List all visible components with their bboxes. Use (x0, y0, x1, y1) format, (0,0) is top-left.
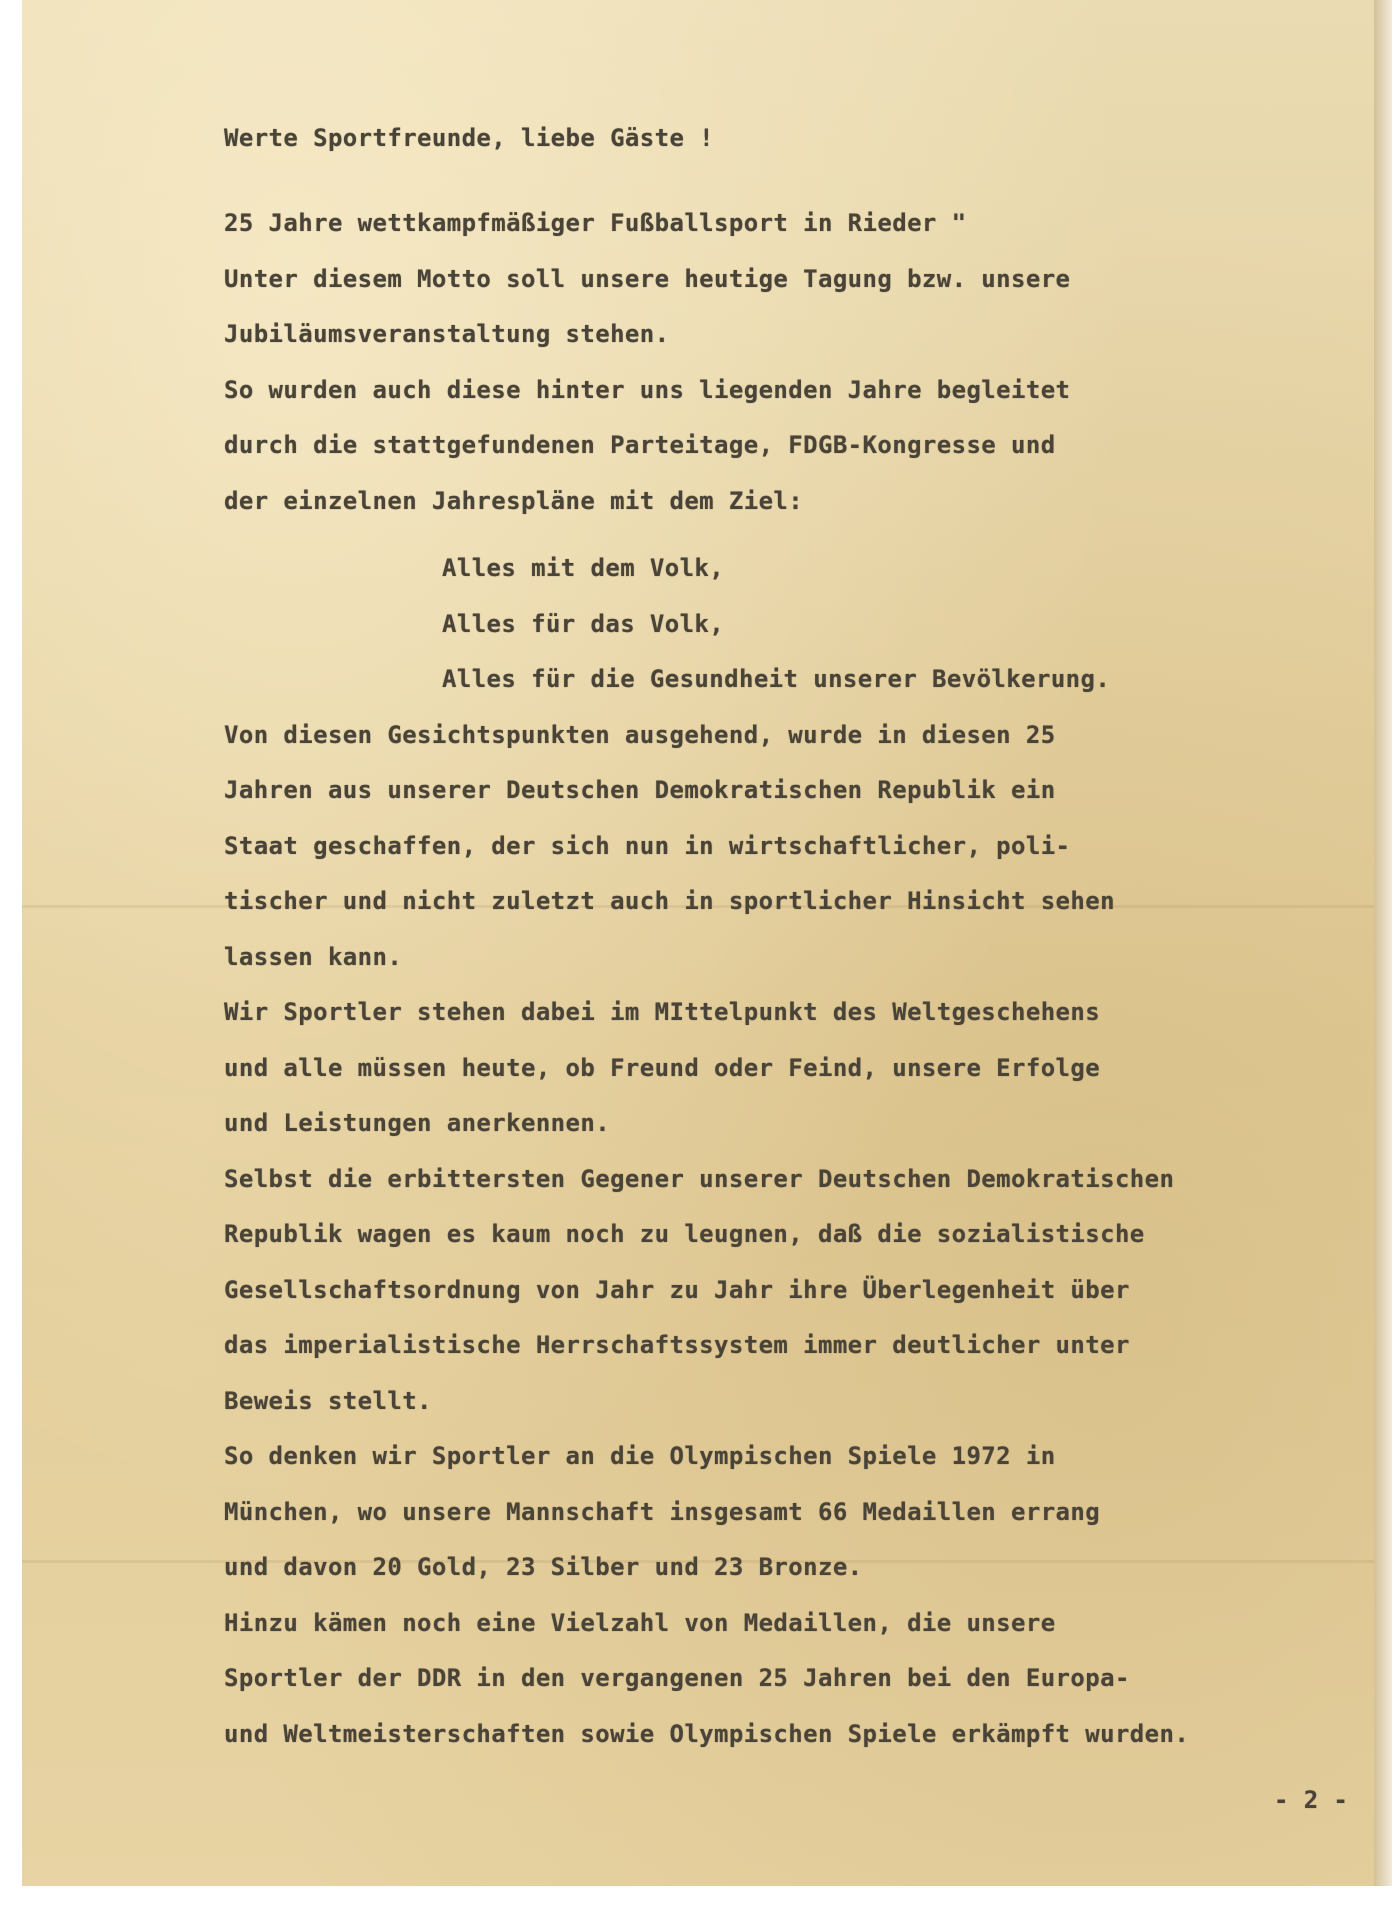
body-line: und Leistungen anerkennen. (224, 1109, 611, 1137)
body-line: tischer und nicht zuletzt auch in sportlicher Hinsicht sehen (224, 887, 1115, 915)
motto-line: Alles für die Gesundheit unserer Bevölkerung. (442, 665, 1111, 693)
motto-line: Alles für das Volk, (442, 610, 725, 638)
body-line: Staat geschaffen, der sich nun in wirtschaftlicher, poli- (224, 832, 1071, 860)
body-line: 25 Jahre wettkampfmäßiger Fußballsport in Rieder " (224, 209, 967, 237)
salutation: Werte Sportfreunde, liebe Gäste ! (224, 124, 715, 152)
body-line: durch die stattgefundenen Parteitage, FDGB-Kongresse und (224, 431, 1056, 459)
body-line: Sportler der DDR in den vergangenen 25 Jahren bei den Europa- (224, 1664, 1130, 1692)
body-line: Wir Sportler stehen dabei im MIttelpunkt des Weltgeschehens (224, 998, 1101, 1026)
body-line: der einzelnen Jahrespläne mit dem Ziel: (224, 487, 804, 515)
body-line: Jubiläumsveranstaltung stehen. (224, 320, 670, 348)
body-line: Selbst die erbittersten Gegener unserer Deutschen Demokratischen (224, 1165, 1175, 1193)
body-line: und alle müssen heute, ob Freund oder Feind, unsere Erfolge (224, 1054, 1101, 1082)
body-line: So denken wir Sportler an die Olympischen Spiele 1972 in (224, 1442, 1056, 1470)
body-line: Jahren aus unserer Deutschen Demokratischen Republik ein (224, 776, 1056, 804)
body-line: Von diesen Gesichtspunkten ausgehend, wurde in diesen 25 (224, 721, 1056, 749)
body-line: und Weltmeisterschaften sowie Olympischen Spiele erkämpft wurden. (224, 1720, 1190, 1748)
body-line: Gesellschaftsordnung von Jahr zu Jahr ihre Überlegenheit über (224, 1276, 1130, 1304)
body-line: Beweis stellt. (224, 1387, 432, 1415)
body-line: das imperialistische Herrschaftssystem immer deutlicher unter (224, 1331, 1130, 1359)
page-number: - 2 - (1274, 1786, 1349, 1814)
body-line: lassen kann. (224, 943, 403, 971)
body-line: Republik wagen es kaum noch zu leugnen, daß die sozialistische (224, 1220, 1145, 1248)
body-line: So wurden auch diese hinter uns liegenden Jahre begleitet (224, 376, 1071, 404)
body-line: Hinzu kämen noch eine Vielzahl von Medaillen, die unsere (224, 1609, 1056, 1637)
letter-text (224, 0, 1354, 1886)
body-line: Unter diesem Motto soll unsere heutige Tagung bzw. unsere (224, 265, 1071, 293)
motto-line: Alles mit dem Volk, (442, 554, 725, 582)
body-line: und davon 20 Gold, 23 Silber und 23 Bronze. (224, 1553, 863, 1581)
typewritten-page (22, 0, 1374, 1886)
body-line: München, wo unsere Mannschaft insgesamt 66 Medaillen errang (224, 1498, 1101, 1526)
paper-edge (1374, 0, 1392, 1886)
